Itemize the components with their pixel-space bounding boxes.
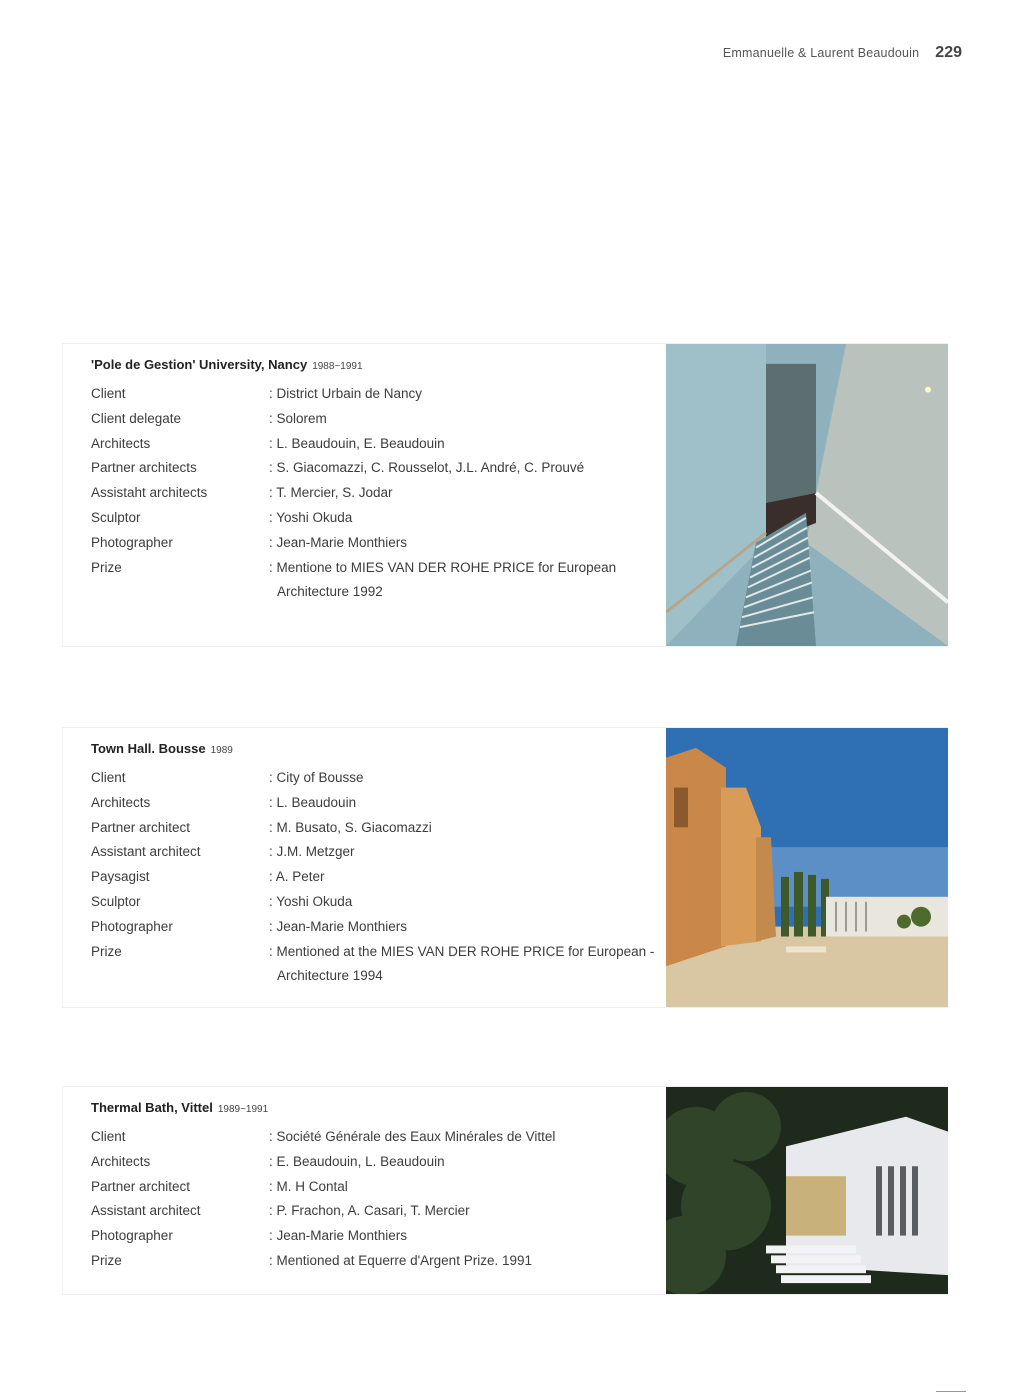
- credit-label: Assistant architect: [91, 844, 201, 860]
- credit-label: Client: [91, 1129, 126, 1144]
- credit-value: : Mentioned at Equerre d'Argent Prize. 1991: [269, 1252, 532, 1268]
- project-info: [91, 356, 661, 605]
- credit-value: : L. Beaudouin, E. Beaudouin: [269, 435, 445, 451]
- credit-row: [91, 556, 661, 606]
- project-info: [91, 740, 661, 989]
- credit-label: Partner architect: [91, 1178, 191, 1194]
- credit-row: [91, 791, 661, 816]
- credit-row: [91, 940, 661, 990]
- credit-value: : Mentione to MIES VAN DER ROHE PRICE for European Architecture 1992: [269, 559, 617, 600]
- credit-value: : Jean-Marie Monthiers: [269, 918, 408, 934]
- project-photo-town-hall: [666, 728, 948, 1007]
- credit-value: : Solorem: [269, 410, 327, 426]
- project-card-town-hall-bousse: [62, 727, 948, 1008]
- credit-label: Prize: [91, 1252, 122, 1268]
- project-photo-thermal-bath: [666, 1087, 948, 1294]
- credit-label: Prize: [91, 559, 122, 575]
- credit-value: : City of Bousse: [269, 770, 364, 785]
- page-corner-mark: [936, 1391, 966, 1392]
- credit-row: [91, 1175, 661, 1200]
- credit-label: Partner architect: [91, 819, 191, 835]
- credit-value: : S. Giacomazzi, C. Rousselot, J.L. André, C. Prouvé: [269, 460, 585, 476]
- credit-row: [91, 915, 661, 940]
- project-title: [91, 740, 661, 760]
- credit-label: Client: [91, 770, 126, 785]
- credit-row: [91, 531, 661, 556]
- credit-label: Assistant architect: [91, 1203, 201, 1219]
- credit-label: Architects: [91, 794, 151, 810]
- credit-row: [91, 506, 661, 531]
- credit-row: [91, 456, 661, 481]
- project-name: 'Pole de Gestion' University, Nancy: [91, 357, 308, 372]
- project-years: 1988~1991: [312, 361, 363, 372]
- credit-row: [91, 890, 661, 915]
- credit-label: Partner architects: [91, 460, 197, 476]
- credit-label: Architects: [91, 435, 151, 451]
- credit-label: Sculptor: [91, 893, 141, 909]
- credit-row: [91, 382, 661, 407]
- credit-label: Sculptor: [91, 509, 141, 525]
- project-card-thermal-bath-vittel: [62, 1086, 948, 1295]
- page-header: [723, 44, 962, 62]
- credit-label: Assistaht architects: [91, 485, 208, 501]
- credit-value: : A. Peter: [269, 869, 325, 885]
- credit-value: : M. H Contal: [269, 1178, 348, 1194]
- project-name: Thermal Bath, Vittel: [91, 1100, 213, 1115]
- project-title: [91, 356, 661, 376]
- project-info: [91, 1099, 661, 1274]
- credit-label: Photographer: [91, 1228, 173, 1244]
- project-name: Town Hall. Bousse: [91, 741, 206, 756]
- credit-value: : Jean-Marie Monthiers: [269, 534, 408, 550]
- project-photo-corridor-staircase: [666, 344, 948, 646]
- credit-row: [91, 1199, 661, 1224]
- running-head-author: Emmanuelle & Laurent Beaudouin: [722, 46, 920, 60]
- project-years: 1989: [210, 745, 233, 756]
- credit-row: [91, 432, 661, 457]
- credit-value: : L. Beaudouin: [269, 794, 357, 810]
- credit-row: [91, 481, 661, 506]
- credit-value: : T. Mercier, S. Jodar: [269, 485, 393, 501]
- credit-value: : E. Beaudouin, L. Beaudouin: [269, 1153, 445, 1169]
- credit-value: : Jean-Marie Monthiers: [269, 1228, 408, 1244]
- credit-label: Prize: [91, 943, 122, 959]
- project-years: 1989~1991: [217, 1104, 269, 1115]
- credit-value: : Mentioned at the MIES VAN DER ROHE PRICE for European - Architecture 1994: [269, 943, 655, 984]
- credit-value: : Société Générale des Eaux Minérales de Vittel: [269, 1129, 556, 1144]
- credit-row: [91, 407, 661, 432]
- credit-row: [91, 766, 661, 791]
- credit-value: : J.M. Metzger: [269, 844, 355, 860]
- credit-row: [91, 865, 661, 890]
- credit-row: [91, 1125, 661, 1150]
- credit-row: [91, 840, 661, 865]
- credit-label: Architects: [91, 1153, 151, 1169]
- credit-value: : M. Busato, S. Giacomazzi: [269, 819, 432, 835]
- credit-value: : Yoshi Okuda: [269, 893, 353, 909]
- project-title: [91, 1099, 661, 1119]
- credit-row: [91, 1224, 661, 1249]
- credit-value: : P. Frachon, A. Casari, T. Mercier: [269, 1203, 470, 1219]
- credit-label: Paysagist: [91, 869, 150, 885]
- credit-value: : Yoshi Okuda: [269, 509, 353, 525]
- credit-row: [91, 1249, 661, 1274]
- credit-value: : District Urbain de Nancy: [269, 386, 423, 401]
- credit-label: Client: [91, 386, 126, 401]
- page-number: 229: [935, 44, 962, 61]
- project-card-pole-de-gestion: [62, 343, 948, 647]
- credit-row: [91, 1150, 661, 1175]
- credit-label: Client delegate: [91, 410, 182, 426]
- credit-row: [91, 816, 661, 841]
- credit-label: Photographer: [91, 918, 173, 934]
- credit-label: Photographer: [91, 534, 173, 550]
